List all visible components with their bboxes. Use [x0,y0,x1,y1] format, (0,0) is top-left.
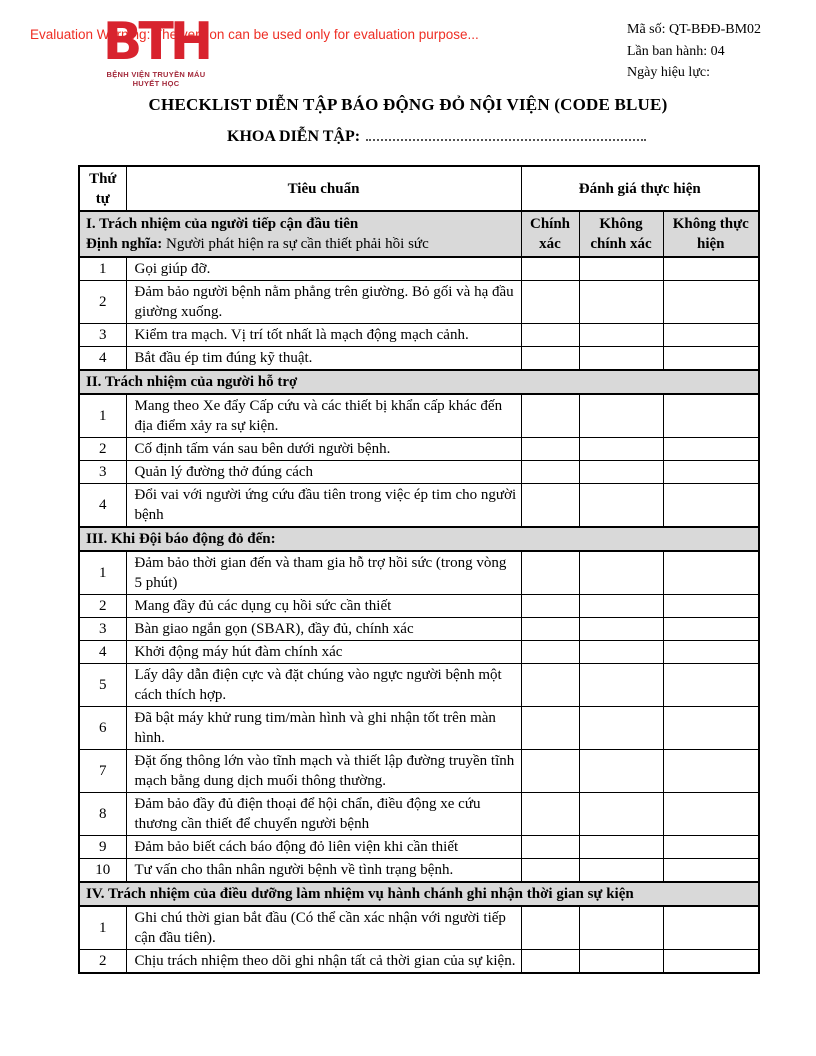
check-cell-not-done [663,324,759,347]
check-cell-incorrect [579,950,663,974]
check-cell-incorrect [579,750,663,793]
check-cell-not-done [663,257,759,281]
table-row [79,836,759,859]
row-number: 10 [79,859,126,883]
check-cell-correct [521,750,579,793]
row-number: 8 [79,793,126,836]
check-cell-correct [521,641,579,664]
check-cell-incorrect [579,836,663,859]
table-row [79,793,759,836]
check-cell-incorrect [579,551,663,595]
row-number: 4 [79,641,126,664]
check-cell-incorrect [579,793,663,836]
row-number: 2 [79,595,126,618]
check-cell-incorrect [579,347,663,371]
row-number: 7 [79,750,126,793]
criteria-text: Mang đầy đủ các dụng cụ hồi sức cần thiết [126,595,521,618]
check-cell-correct [521,664,579,707]
check-cell-not-done [663,906,759,950]
table-row [79,484,759,528]
hospital-logo [88,14,224,88]
table-row [79,347,759,371]
table-row [79,461,759,484]
evaluation-watermark: Evaluation Warning: The version can be used only for evaluation purpose... [30,27,479,42]
doc-code: Mã số: QT-BĐĐ-BM02 [627,22,762,37]
check-cell-correct [521,793,579,836]
check-cell-correct [521,394,579,438]
row-number: 1 [79,394,126,438]
check-cell-correct [521,859,579,883]
table-row [79,906,759,950]
check-cell-incorrect [579,324,663,347]
row-number: 1 [79,257,126,281]
check-cell-correct [521,836,579,859]
check-cell-not-done [663,793,759,836]
eval-subcolumn-header-3: Không thực hiện [663,211,759,257]
row-number: 3 [79,324,126,347]
check-cell-correct [521,906,579,950]
section-iv-header-row [79,882,759,906]
check-cell-incorrect [579,859,663,883]
row-number: 1 [79,906,126,950]
eval-subcolumn-header-2: Không chính xác [579,211,663,257]
check-cell-incorrect [579,618,663,641]
check-cell-incorrect [579,595,663,618]
table-row [79,595,759,618]
check-cell-correct [521,281,579,324]
check-cell-not-done [663,461,759,484]
criteria-text: Khởi động máy hút đàm chính xác [126,641,521,664]
check-cell-incorrect [579,641,663,664]
check-cell-not-done [663,595,759,618]
check-cell-not-done [663,438,759,461]
table-header-row [79,166,759,211]
criteria-text: Đổi vai với người ứng cứu đầu tiên trong việc ép tim cho người bệnh [126,484,521,528]
check-cell-not-done [663,836,759,859]
logo-hospital-name-line2: HUYẾT HỌC [132,79,180,88]
section-i-heading [79,211,521,257]
table-row [79,618,759,641]
row-number: 2 [79,950,126,974]
table-row [79,950,759,974]
row-number: 9 [79,836,126,859]
definition-label: Định nghĩa: [86,236,167,252]
table-row [79,707,759,750]
criteria-text: Đảm bảo thời gian đến và tham gia hỗ trợ hồi sức (trong vòng 5 phút) [126,551,521,595]
criteria-text: Quản lý đường thở đúng cách [126,461,521,484]
check-cell-incorrect [579,461,663,484]
criteria-text: Gọi giúp đỡ. [126,257,521,281]
definition-body: Người phát hiện ra sự cần thiết phải hồi sức [166,236,429,252]
check-cell-incorrect [579,394,663,438]
section-heading-text: I. Trách nhiệm của người tiếp cận đầu tiên [86,216,359,232]
criteria-text: Lấy dây dẫn điện cực và đặt chúng vào ngực người bệnh một cách thích hợp. [126,664,521,707]
check-cell-correct [521,551,579,595]
row-number: 4 [79,347,126,371]
criteria-text: Chịu trách nhiệm theo dõi ghi nhận tất cả thời gian của sự kiện. [126,950,521,974]
row-number: 1 [79,551,126,595]
table-row [79,750,759,793]
criteria-text: Bàn giao ngắn gọn (SBAR), đầy đủ, chính xác [126,618,521,641]
row-number: 3 [79,461,126,484]
table-row [79,664,759,707]
page-title: CHECKLIST DIỄN TẬP BÁO ĐỘNG ĐỎ NỘI VIỆN (CODE BLUE) [148,95,668,114]
criteria-text: Đặt ống thông lớn vào tĩnh mạch và thiết lập đường truyền tĩnh mạch bằng dung dịch muối thông thường. [126,750,521,793]
check-cell-incorrect [579,257,663,281]
check-cell-correct [521,347,579,371]
check-cell-correct [521,438,579,461]
row-number: 3 [79,618,126,641]
table-row [79,281,759,324]
check-cell-correct [521,461,579,484]
section-i-header-row [79,211,759,257]
logo-hospital-name-line1: BỆNH VIỆN TRUYỀN MÁU [106,70,206,79]
check-cell-not-done [663,950,759,974]
checklist-table [78,165,760,974]
check-cell-correct [521,324,579,347]
document-meta [627,19,761,84]
row-number: 2 [79,438,126,461]
check-cell-incorrect [579,438,663,461]
criteria-text: Đảm bảo người bệnh nằm phẳng trên giường. Bỏ gối và hạ đầu giường xuống. [126,281,521,324]
criteria-text: Đảm bảo biết cách báo động đỏ liên viện khi cần thiết [126,836,521,859]
table-row [79,394,759,438]
check-cell-correct [521,484,579,528]
check-cell-correct [521,950,579,974]
section-iv-heading: IV. Trách nhiệm của điều dưỡng làm nhiệm vụ hành chánh ghi nhận thời gian sự kiện [79,882,759,906]
department-label: KHOA DIỄN TẬP: [227,128,361,145]
check-cell-not-done [663,641,759,664]
table-row [79,551,759,595]
check-cell-not-done [663,750,759,793]
check-cell-incorrect [579,484,663,528]
table-row [79,859,759,883]
check-cell-not-done [663,394,759,438]
row-number: 4 [79,484,126,528]
doc-effective-date: Ngày hiệu lực: [627,65,711,80]
row-number: 6 [79,707,126,750]
section-iii-heading: III. Khi Đội báo động đỏ đến: [79,527,759,551]
row-number: 2 [79,281,126,324]
criteria-text: Đảm bảo đầy đủ điện thoại để hội chẩn, điều động xe cứu thương cần thiết để chuyển người bệnh [126,793,521,836]
check-cell-correct [521,707,579,750]
check-cell-not-done [663,707,759,750]
criteria-text: Mang theo Xe đẩy Cấp cứu và các thiết bị khẩn cấp khác đến địa điểm xảy ra sự kiện. [126,394,521,438]
check-cell-not-done [663,281,759,324]
doc-issue-number: Lần ban hành: 04 [627,43,725,59]
check-cell-incorrect [579,906,663,950]
department-line [227,126,646,146]
check-cell-not-done [663,551,759,595]
criteria-text: Tư vấn cho thân nhân người bệnh về tình trạng bệnh. [126,859,521,883]
check-cell-not-done [663,859,759,883]
check-cell-not-done [663,664,759,707]
check-cell-incorrect [579,707,663,750]
department-fill-in-line [366,126,646,141]
check-cell-correct [521,257,579,281]
criteria-text: Bắt đầu ép tim đúng kỹ thuật. [126,347,521,371]
logo-bth-icon: BTH [102,12,210,72]
row-number: 5 [79,664,126,707]
criteria-text: Kiểm tra mạch. Vị trí tốt nhất là mạch động mạch cảnh. [126,324,521,347]
criteria-text: Cố định tấm ván sau bên dưới người bệnh. [126,438,521,461]
criteria-text: Ghi chú thời gian bắt đầu (Có thể cần xác nhận với người tiếp cận đầu tiên). [126,906,521,950]
column-header-order: Thứ tự [79,166,126,211]
check-cell-correct [521,595,579,618]
check-cell-incorrect [579,281,663,324]
check-cell-not-done [663,484,759,528]
section-definition-text [86,234,515,254]
eval-subcolumn-header-1: Chính xác [521,211,579,257]
table-row [79,257,759,281]
section-iii-header-row [79,527,759,551]
criteria-text: Đã bật máy khử rung tim/màn hình và ghi nhận tốt trên màn hình. [126,707,521,750]
table-row [79,438,759,461]
check-cell-not-done [663,618,759,641]
table-row [79,641,759,664]
check-cell-incorrect [579,664,663,707]
column-header-evaluation: Đánh giá thực hiện [521,166,759,211]
column-header-criteria: Tiêu chuẩn [126,166,521,211]
section-ii-header-row [79,370,759,394]
check-cell-correct [521,618,579,641]
table-row [79,324,759,347]
check-cell-not-done [663,347,759,371]
section-ii-heading: II. Trách nhiệm của người hỗ trợ [79,370,759,394]
